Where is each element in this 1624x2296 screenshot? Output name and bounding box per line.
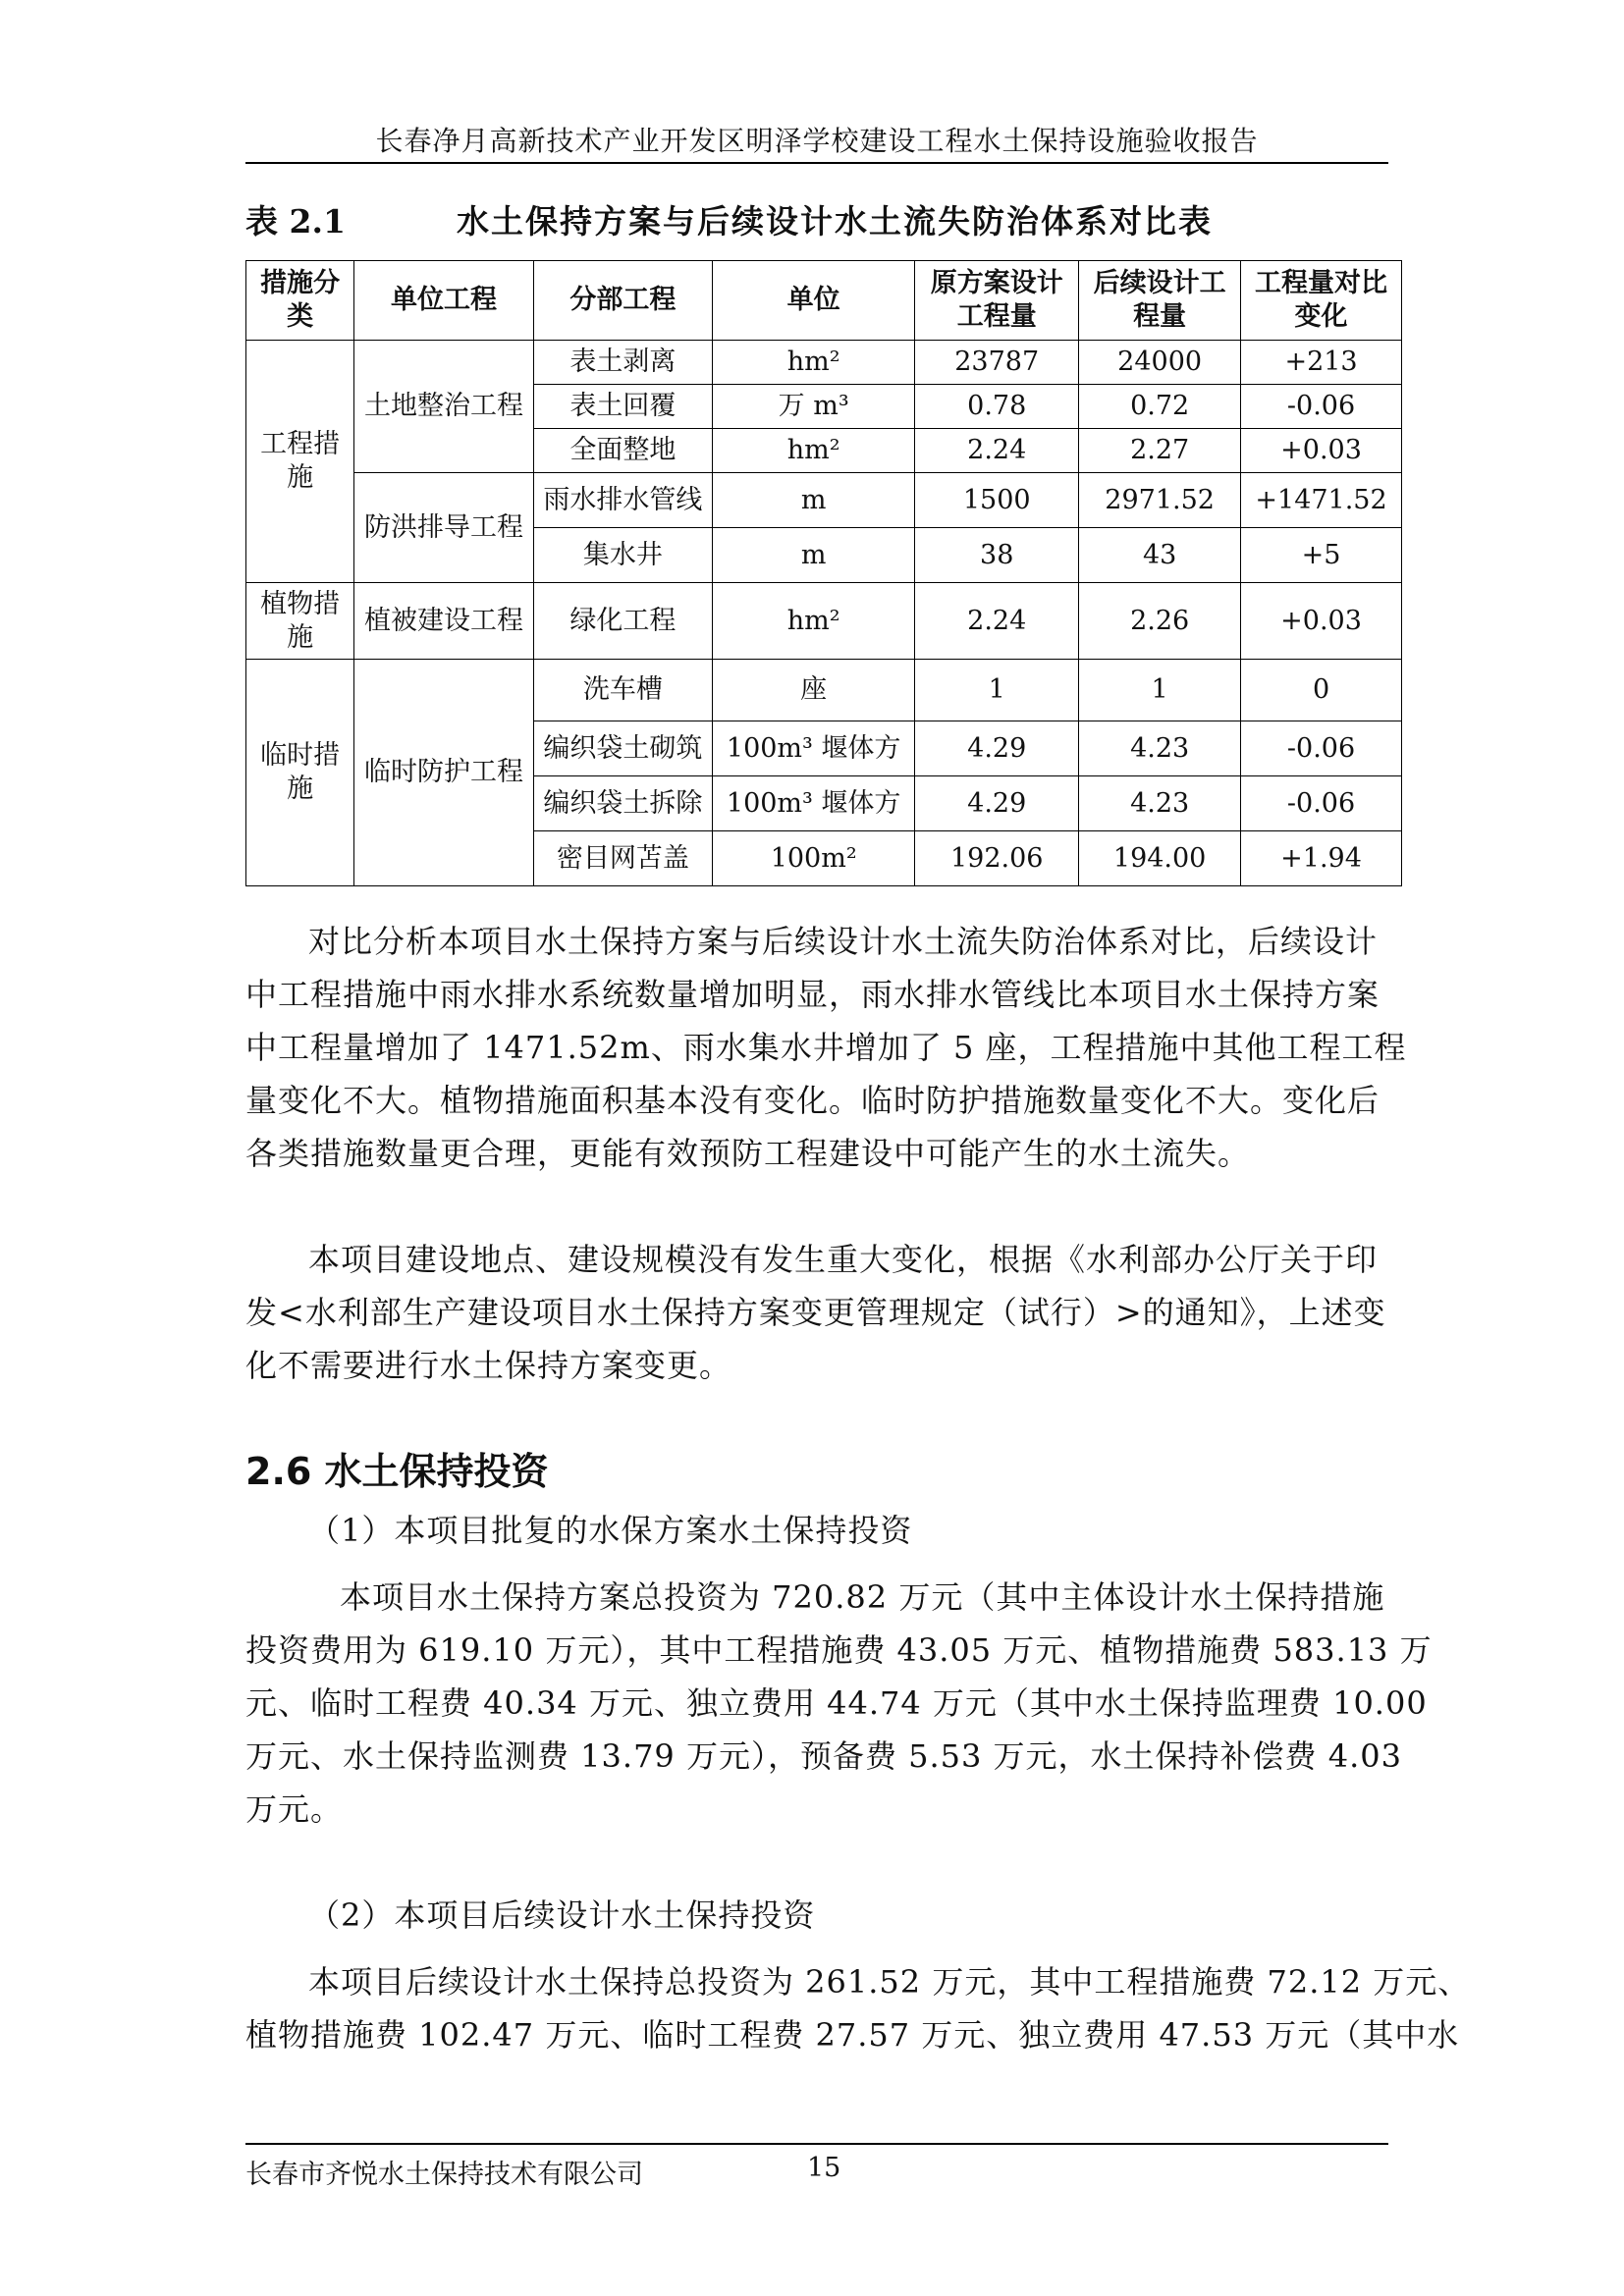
header-category: 措施分类	[246, 261, 354, 341]
text-line: 本项目后续设计水土保持总投资为 261.52 万元，其中工程措施费 72.12 万元、	[308, 1963, 1471, 2001]
text-line: 化不需要进行水土保持方案变更。	[245, 1347, 732, 1384]
unit-cell: hm²	[713, 341, 915, 385]
text-line: 万元。	[245, 1790, 344, 1828]
text-line: （1）本项目批复的水保方案水土保持投资	[308, 1512, 913, 1549]
comparison-table	[245, 260, 1402, 886]
diff-cell: +1.94	[1241, 831, 1402, 886]
new-cell: 2971.52	[1079, 473, 1241, 528]
new-cell: 43	[1079, 528, 1241, 583]
diff-cell: +5	[1241, 528, 1402, 583]
table-number: 表 2.1	[245, 202, 346, 240]
sub-cell: 洗车槽	[533, 660, 712, 721]
sub-cell: 编织袋土拆除	[533, 776, 712, 831]
unit-project-cell: 植被建设工程	[354, 583, 533, 660]
subheading-approved	[245, 1504, 1388, 1557]
category-cell: 植物措施	[246, 583, 354, 660]
orig-cell: 23787	[915, 341, 1079, 385]
paragraph-followup-investment	[245, 1955, 1471, 2061]
orig-cell: 2.24	[915, 429, 1079, 473]
header-unit: 单位	[713, 261, 915, 341]
text-line: 量变化不大。植物措施面积基本没有变化。临时防护措施数量变化不大。变化后	[245, 1082, 1380, 1119]
sub-cell: 表土回覆	[533, 385, 712, 429]
diff-cell: 0	[1241, 660, 1402, 721]
diff-cell: -0.06	[1241, 776, 1402, 831]
orig-cell: 1500	[915, 473, 1079, 528]
text-line: 本项目水土保持方案总投资为 720.82 万元（其中主体设计水土保持措施	[340, 1578, 1385, 1616]
text-line: 中工程量增加了 1471.52m、雨水集水井增加了 5 座，工程措施中其他工程工程	[245, 1029, 1407, 1066]
unit-cell: 座	[713, 660, 915, 721]
category-cell: 临时措施	[246, 660, 354, 886]
diff-cell: +1471.52	[1241, 473, 1402, 528]
footer-rule	[245, 2143, 1388, 2145]
page-header: 长春净月高新技术产业开发区明泽学校建设工程水土保持设施验收报告	[375, 125, 1259, 157]
sub-cell: 编织袋土砌筑	[533, 721, 712, 776]
text-line: （2）本项目后续设计水土保持投资	[308, 1896, 816, 1934]
orig-cell: 1	[915, 660, 1079, 721]
new-cell: 1	[1079, 660, 1241, 721]
new-cell: 194.00	[1079, 831, 1241, 886]
header-change: 工程量对比变化	[1241, 261, 1402, 341]
text-line: 本项目建设地点、建设规模没有发生重大变化，根据《水利部办公厅关于印	[308, 1241, 1379, 1278]
unit-cell: m	[713, 473, 915, 528]
paragraph-approved-investment	[245, 1571, 1433, 1836]
new-cell: 0.72	[1079, 385, 1241, 429]
diff-cell: +213	[1241, 341, 1402, 385]
sub-cell: 表土剥离	[533, 341, 712, 385]
header-unit-project: 单位工程	[354, 261, 533, 341]
paragraph-conclusion	[245, 1233, 1388, 1392]
footer-company: 长春市齐悦水土保持技术有限公司	[245, 2160, 643, 2190]
unit-cell: hm²	[713, 429, 915, 473]
text-line: 投资费用为 619.10 万元），其中工程措施费 43.05 万元、植物措施费 583.13 万	[245, 1631, 1433, 1669]
text-line: 元、临时工程费 40.34 万元、独立费用 44.74 万元（其中水土保持监理费 10.00	[245, 1684, 1428, 1722]
text-line: 植物措施费 102.47 万元、临时工程费 27.57 万元、独立费用 47.53 万元（其中水	[245, 2016, 1460, 2054]
table-row	[246, 341, 1402, 385]
new-cell: 24000	[1079, 341, 1241, 385]
new-cell: 4.23	[1079, 776, 1241, 831]
unit-cell: 100m²	[713, 831, 915, 886]
unit-cell: hm²	[713, 583, 915, 660]
sub-cell: 全面整地	[533, 429, 712, 473]
orig-cell: 0.78	[915, 385, 1079, 429]
subheading-followup	[245, 1889, 1388, 1942]
unit-cell: 万 m³	[713, 385, 915, 429]
orig-cell: 38	[915, 528, 1079, 583]
diff-cell: -0.06	[1241, 385, 1402, 429]
sub-cell: 雨水排水管线	[533, 473, 712, 528]
diff-cell: +0.03	[1241, 429, 1402, 473]
table-title: 水土保持方案与后续设计水土流失防治体系对比表	[457, 202, 1213, 240]
paragraph-comparison	[245, 915, 1407, 1180]
text-line: 各类措施数量更合理，更能有效预防工程建设中可能产生的水土流失。	[245, 1135, 1251, 1172]
text-line: 发<水利部生产建设项目水土保持方案变更管理规定（试行）>的通知》，上述变	[245, 1294, 1386, 1331]
sub-cell: 绿化工程	[533, 583, 712, 660]
table-row	[246, 473, 1402, 528]
orig-cell: 4.29	[915, 721, 1079, 776]
unit-cell: 100m³ 堰体方	[713, 776, 915, 831]
new-cell: 2.26	[1079, 583, 1241, 660]
new-cell: 2.27	[1079, 429, 1241, 473]
page-number: 15	[807, 2153, 841, 2183]
table-row	[246, 583, 1402, 660]
orig-cell: 4.29	[915, 776, 1079, 831]
unit-project-cell: 防洪排导工程	[354, 473, 533, 583]
table-header-row	[246, 261, 1402, 341]
header-rule	[245, 162, 1388, 164]
header-sub-project: 分部工程	[533, 261, 712, 341]
text-line: 中工程措施中雨水排水系统数量增加明显，雨水排水管线比本项目水土保持方案	[245, 976, 1380, 1013]
header-followup: 后续设计工程量	[1079, 261, 1241, 341]
text-line: 万元、水土保持监测费 13.79 万元），预备费 5.53 万元，水土保持补偿费 4.03	[245, 1737, 1402, 1775]
sub-cell: 集水井	[533, 528, 712, 583]
orig-cell: 192.06	[915, 831, 1079, 886]
new-cell: 4.23	[1079, 721, 1241, 776]
diff-cell: +0.03	[1241, 583, 1402, 660]
unit-project-cell: 土地整治工程	[354, 341, 533, 473]
sub-cell: 密目网苫盖	[533, 831, 712, 886]
text-line: 对比分析本项目水土保持方案与后续设计水土流失防治体系对比，后续设计	[308, 923, 1379, 960]
unit-cell: 100m³ 堰体方	[713, 721, 915, 776]
unit-cell: m	[713, 528, 915, 583]
orig-cell: 2.24	[915, 583, 1079, 660]
section-heading: 2.6 水土保持投资	[245, 1450, 549, 1493]
unit-project-cell: 临时防护工程	[354, 660, 533, 886]
diff-cell: -0.06	[1241, 721, 1402, 776]
header-original: 原方案设计工程量	[915, 261, 1079, 341]
table-row	[246, 660, 1402, 721]
category-cell: 工程措施	[246, 341, 354, 583]
